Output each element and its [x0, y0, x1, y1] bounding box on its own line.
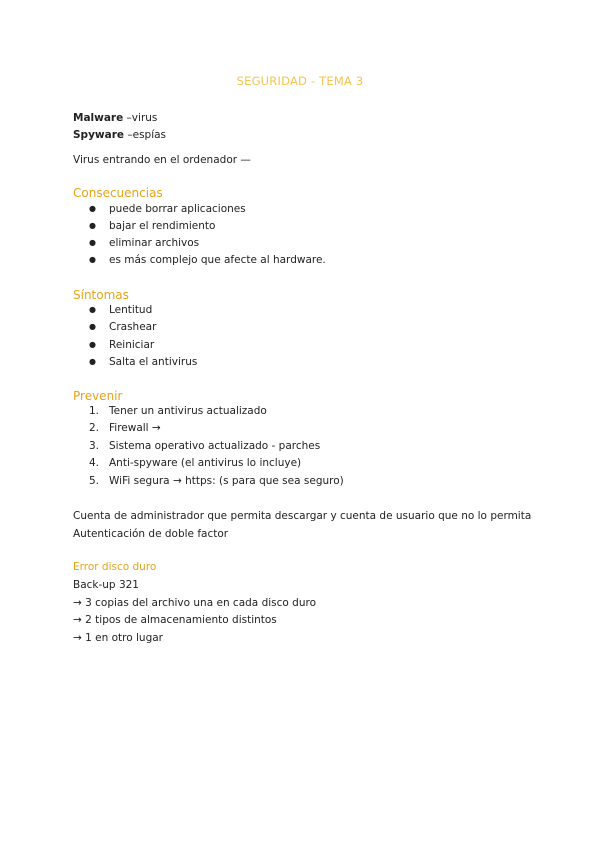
bullet-icon: ● — [89, 221, 96, 230]
list-item — [89, 254, 326, 266]
list-item-text: Tener un antivirus actualizado — [109, 405, 267, 417]
backup-detail-line: → 3 copias del archivo una en cada disco duro — [73, 597, 316, 609]
malware-definition: –virus — [123, 112, 158, 124]
bullet-icon: ● — [89, 305, 96, 314]
list-item — [89, 405, 267, 417]
spyware-term: Spyware — [73, 129, 125, 141]
virus-line: Virus entrando en el ordenador — — [73, 154, 251, 166]
list-item — [89, 475, 344, 487]
spyware-line — [73, 128, 166, 142]
backup-line: Back-up 321 — [73, 579, 139, 591]
list-number: 1. — [89, 405, 100, 417]
list-item — [89, 440, 320, 452]
autenticacion-line: Autenticación de doble factor — [73, 528, 229, 540]
malware-term: Malware — [73, 112, 124, 124]
list-item — [89, 422, 161, 434]
cuentas-line: Cuenta de administrador que permita descargar y cuenta de usuario que no lo permita — [73, 510, 532, 522]
bullet-icon: ● — [89, 238, 96, 247]
list-item-text: Lentitud — [109, 304, 153, 316]
list-number: 3. — [89, 440, 100, 452]
list-item-text: Sistema operativo actualizado - parches — [109, 440, 321, 452]
list-item — [89, 203, 246, 215]
list-item — [89, 321, 156, 333]
list-item — [89, 356, 197, 368]
list-item — [89, 304, 152, 316]
list-item — [89, 457, 301, 469]
list-item-text: Anti-spyware (el antivirus lo incluye) — [109, 457, 302, 469]
list-item-text: WiFi segura → https: (s para que sea seguro) — [109, 475, 344, 487]
page-title: SEGURIDAD - TEMA 3 — [236, 74, 364, 88]
backup-detail-line: → 2 tipos de almacenamiento distintos — [73, 614, 277, 626]
list-item-text: puede borrar aplicaciones — [109, 203, 246, 215]
backup-detail-line: → 1 en otro lugar — [73, 632, 163, 644]
list-item-text: eliminar archivos — [109, 237, 200, 249]
list-item — [89, 237, 199, 249]
bullet-icon: ● — [89, 357, 96, 366]
malware-line — [73, 111, 157, 125]
spyware-definition: –espías — [124, 129, 167, 141]
bullet-icon: ● — [89, 255, 96, 264]
list-item-text: Reiniciar — [109, 339, 155, 351]
heading-error-disco: Error disco duro — [73, 561, 157, 573]
list-item-text: es más complejo que afecte al hardware. — [109, 254, 326, 266]
list-item — [89, 339, 154, 351]
list-item-text: bajar el rendimiento — [109, 220, 216, 232]
bullet-icon: ● — [89, 204, 96, 213]
list-item-text: Firewall → — [109, 422, 161, 434]
list-item — [89, 220, 215, 232]
list-number: 2. — [89, 422, 100, 434]
list-item-text: Crashear — [109, 321, 157, 333]
list-number: 5. — [89, 475, 100, 487]
heading-sintomas: Síntomas — [73, 288, 129, 302]
list-item-text: Salta el antivirus — [109, 356, 198, 368]
list-number: 4. — [89, 457, 100, 469]
bullet-icon: ● — [89, 322, 96, 331]
heading-prevenir: Prevenir — [73, 389, 123, 403]
bullet-icon: ● — [89, 340, 96, 349]
heading-consecuencias: Consecuencias — [73, 186, 163, 200]
